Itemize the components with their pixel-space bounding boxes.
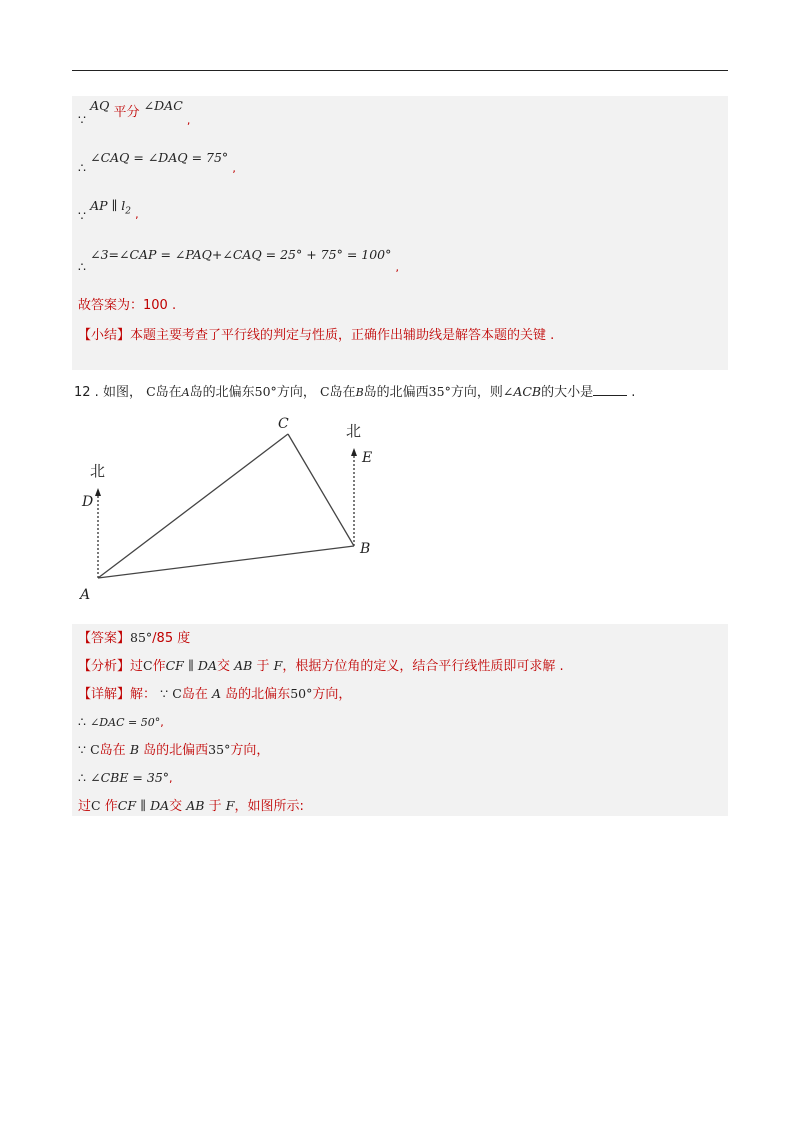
- question-12: 12 . 如图， C岛在A岛的北偏东50°方向， C岛在B岛的北偏西35°方向，则∠ACB的大小是 .: [74, 384, 636, 400]
- answer-line: 【答案】85°/85 度: [78, 630, 191, 646]
- answer-blank[interactable]: [593, 383, 627, 396]
- north-label-a: 北: [90, 462, 106, 480]
- north-arrow-a-icon: [95, 488, 101, 496]
- solution-line-4: ∴ ∠3=∠CAP = ∠PAQ+∠CAQ = 25° + 75° = 100° $_,$: [78, 247, 400, 274]
- step-4: 过C 作CF ∥ DA交 AB 于 F，如图所示:: [78, 798, 304, 814]
- segment-cb: [288, 434, 354, 546]
- summary-line: 【小结】本题主要考查了平行线的判定与性质，正确作出辅助线是解答本题的关键 .: [78, 328, 555, 343]
- step-3: ∴ ∠CBE = 35°,: [78, 770, 173, 785]
- label-d: D: [82, 494, 94, 510]
- step-2: ∵ C岛在 B 岛的北偏西35°方向，: [78, 742, 270, 758]
- detail-line: 【详解】解： ∵ C岛在 A 岛的北偏东50°方向，: [78, 686, 352, 702]
- label-a: A: [80, 587, 91, 603]
- north-arrow-b-icon: [351, 448, 357, 456]
- solution-line-3: ∵ AP ∥ $l_2$ $_,$: [78, 198, 139, 223]
- label-c: C: [278, 416, 289, 432]
- solution-box-q12: [72, 624, 728, 816]
- label-b: B: [360, 541, 371, 557]
- analysis-line: 【分析】过C作CF ∥ DA交 AB 于 F，根据方位角的定义，结合平行线性质即可求解 .: [78, 658, 564, 674]
- label-e: E: [362, 450, 373, 466]
- segment-ac: [98, 434, 288, 578]
- bearing-figure: [70, 404, 400, 606]
- solution-line-2: ∴ ∠CAQ = ∠DAQ = 75° $_,$: [78, 150, 236, 175]
- north-label-b: 北: [346, 422, 362, 440]
- solution-line-1: ∵ AQ 平分 ∠DAC $_,$: [78, 98, 191, 127]
- segment-ab: [98, 546, 354, 578]
- answer-line-previous: 故答案为：100 .: [78, 298, 177, 313]
- step-1: ∴ ∠DAC = 50°,: [78, 714, 164, 729]
- header-rule: [72, 70, 728, 71]
